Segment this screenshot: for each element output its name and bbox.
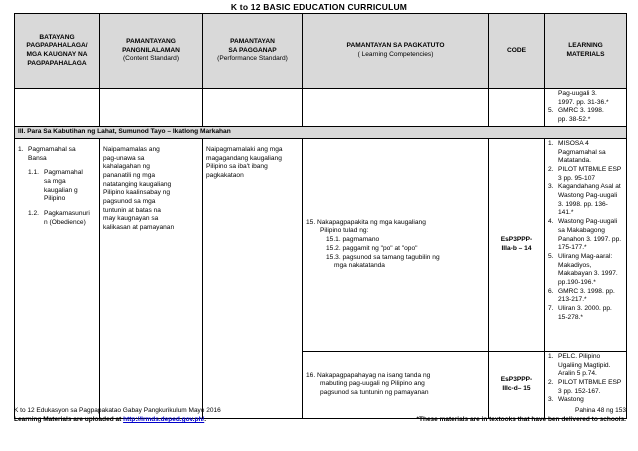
- header-content-standard: PAMANTAYANG PANGNILALAMAN (Content Standard): [100, 14, 203, 89]
- footer-materials-note: Learning Materials are uploaded at http://lrmds.deped.gov.ph/.: [14, 416, 207, 423]
- page-number: Pahina 48 ng 153: [575, 407, 626, 414]
- list-item: 1. MISOSA 4 Pagmamahal sa Matatanda.: [548, 139, 606, 165]
- header-row: [15, 14, 627, 89]
- carryover-materials: Pag-uugali 3. 1997. pp. 31-36.* 5. GMRC 3. 1998. pp. 38-52.*: [545, 89, 627, 127]
- code-16: EsP3PPP- IIIc-d– 15: [489, 351, 545, 418]
- competency-15: 15. Nakapagpapakita ng mga kaugaliang Pilipino tulad ng: 15.1. pagmamano 15.2. paggamit ng "po" at "opo" 15.3. pagsunod sa tamang tagubilin ng mga nakatatanda: [303, 138, 489, 351]
- performance-standard-cell: Naipagmamalaki ang mga magagandang kaugaliang Pilipino sa iba't ibang pagkakataon: [203, 138, 303, 418]
- header-code: CODE: [489, 14, 545, 89]
- code-15: EsP3PPP- IIIa-b – 14: [489, 138, 545, 351]
- header-learning-competencies: PAMANTAYAN SA PAGKATUTO ( Learning Competencies): [303, 14, 489, 89]
- materials-15: [545, 138, 627, 351]
- content-standard-cell: Naipamamalas ang pag-unawa sa kahalagahan ng pananatili ng mga natatanging kaugaliang Pilipino kaalinsabay ng pagsunod sa mga tuntunin at batas na may kaugnayan sa kalikasan at pamayanan: [100, 138, 203, 418]
- quarter-heading: III. Para Sa Kabutihan ng Lahat, Sumunod Tayo – Ikatlong Markahan: [15, 126, 627, 138]
- header-core-values: BATAYANG PAGPAPAHALAGA/ MGA KAUGNAY NA PAGPAPAHALAGA: [15, 14, 100, 89]
- list-item: 2. PILOT MTBMLE ESP 3 pp. 95-107: [548, 165, 622, 182]
- competency-15-row: [15, 138, 627, 351]
- list-item: 3. Wastong: [548, 396, 584, 404]
- list-item: 3. Kagandahang Asal at Wastong Pag-uugali 3. 1998. pp. 136-141.*: [548, 183, 621, 217]
- document-title: K to 12 BASIC EDUCATION CURRICULUM: [230, 2, 408, 12]
- header-learning-materials: LEARNING MATERIALS: [545, 14, 627, 89]
- core-values-cell: 1. Pagmamahal sa Bansa 1.1. Pagmamahal sa mga kaugalian g Pilipino 1.2. Pagkamasunuri n (Obedience): [15, 138, 100, 418]
- quarter-heading-row: [15, 126, 627, 138]
- list-item: 7. Uliran 3. 2000. pp. 15-278.*: [548, 305, 612, 321]
- curriculum-table: [14, 13, 627, 419]
- list-item: 6. GMRC 3. 1998. pp. 213-217.*: [548, 287, 615, 304]
- header-performance-standard: PAMANTAYAN SA PAGGANAP (Performance Standard): [203, 14, 303, 89]
- footer-textbook-note: *These materials are in textooks that have ben delivered to schools.: [416, 416, 626, 423]
- footer-curriculum-guide: K to 12 Edukasyon sa Pagpapakatao Gabay Pangkurikulum Mayo 2016: [14, 407, 221, 414]
- list-item: 5. Ulirang Mag-aaral: Makadiyos, Makabayan 3. 1997. pp.190-196.*: [548, 252, 618, 287]
- list-item: 1. PELC. Pilipino Ugaliing Magtipid. Aralin 5 p.74.: [548, 352, 611, 378]
- lrmds-link[interactable]: http://lrmds.deped.gov.ph/: [123, 416, 205, 423]
- carryover-row: [15, 89, 627, 127]
- competency-16: 16. Nakapagpapahayag na isang tanda ng mabuting pag-uugali ng Pilipino ang pagsunod sa tuntunin ng pamayanan: [303, 351, 489, 418]
- list-item: 4. Wastong Pag-uugali sa Makabagong Panahon 3. 1997. pp. 175-177.*: [548, 218, 622, 252]
- list-item: 2. PILOT MTBMLE ESP 3 pp. 152-167.: [548, 378, 622, 395]
